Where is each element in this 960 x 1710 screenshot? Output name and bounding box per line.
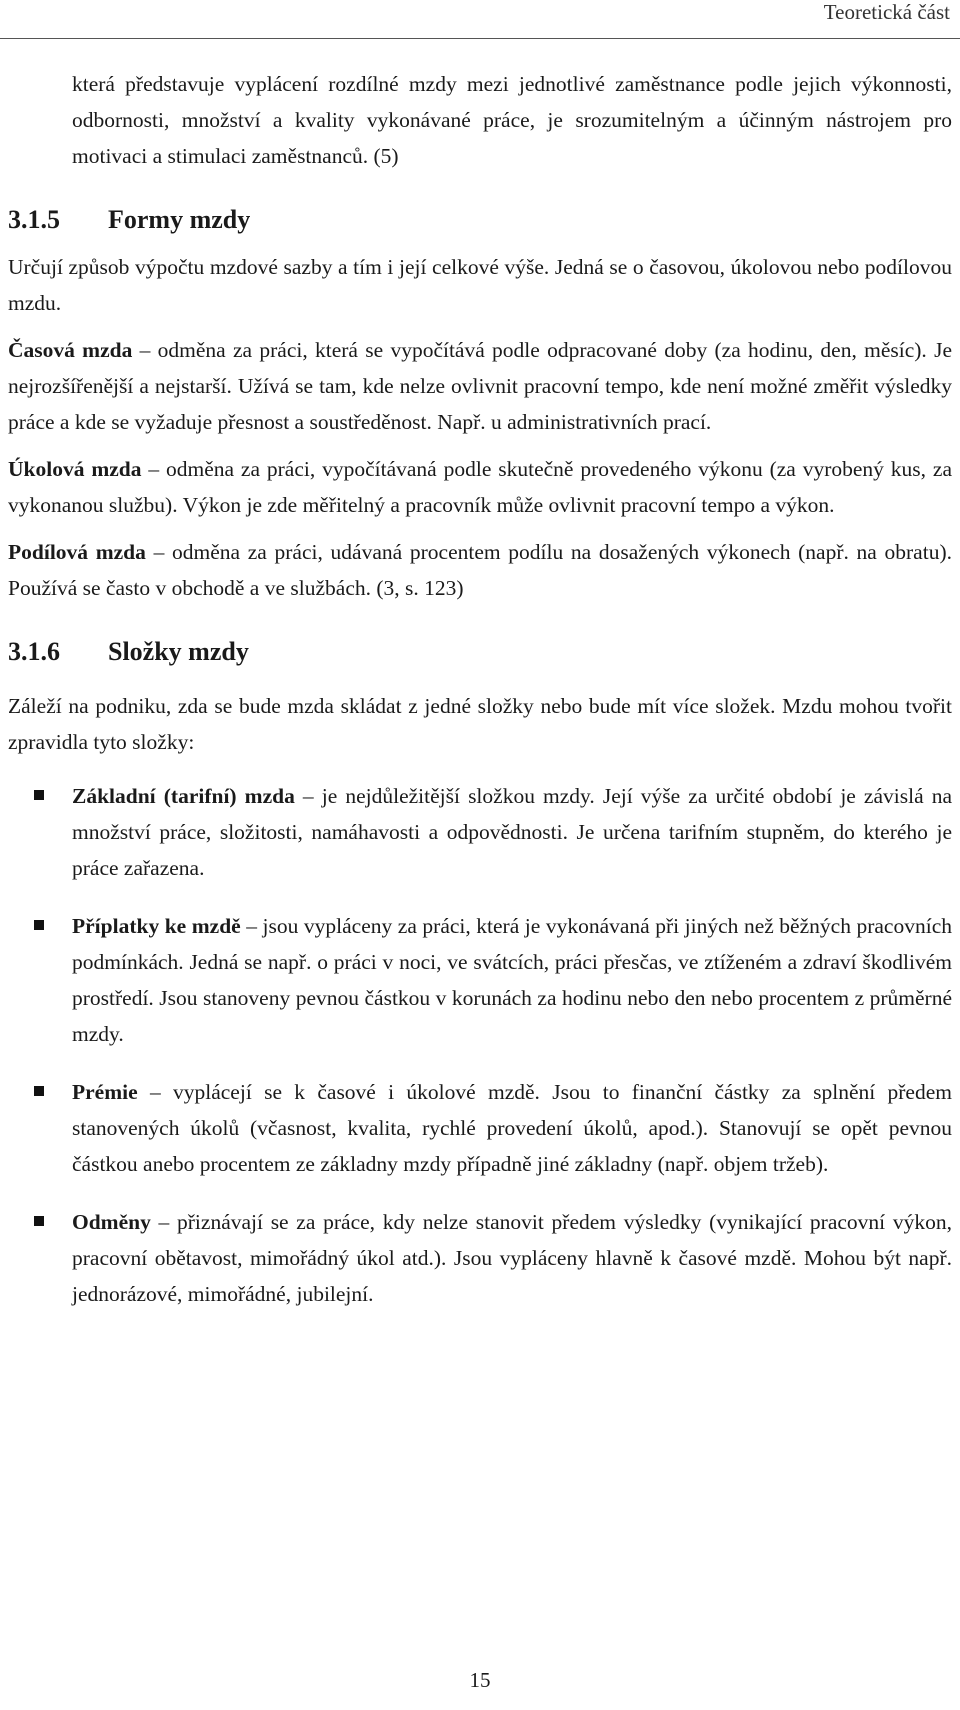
square-bullet-icon bbox=[34, 1216, 44, 1226]
component-text: – přiznávají se za práce, kdy nelze stanovit předem výsledky (vynikající pracovní výkon, pracovní obětavost, mimořádný úkol atd.). Jsou vypláceny hlavně k časové mzdě. Mohou být např. jednorázové, mimořádné, jubilejní. bbox=[72, 1210, 952, 1306]
section-title: Formy mzdy bbox=[108, 205, 251, 234]
component-text: – vyplácejí se k časové i úkolové mzdě. Jsou to finanční částky za splnění předem stanovených úkolů (včasnost, kvalita, rychlé provedení úkolů, apod.). Stanovují se opět pevnou částkou anebo procentem ze základny mzdy případně jiné základny (např. objem tržeb). bbox=[72, 1080, 952, 1176]
component-term: Příplatky ke mzdě bbox=[72, 914, 241, 938]
wage-form-paragraph bbox=[8, 332, 952, 440]
wage-form-text: – odměna za práci, vypočítávaná podle skutečně provedeného výkonu (za vyrobený kus, za vykonanou službu). Výkon je zde měřitelný a pracovník může ovlivnit pracovní tempo a výkon. bbox=[8, 457, 952, 517]
list-item bbox=[8, 1074, 952, 1182]
intro-paragraph: která představuje vyplácení rozdílné mzdy mezi jednotlivé zaměstnance podle jejich výkonnosti, odbornosti, množství a kvality vykonávané práce, je srozumitelným a účinným nástrojem pro motivaci a stimulaci zaměstnanců. (5) bbox=[72, 72, 952, 168]
section-number: 3.1.6 bbox=[8, 637, 60, 666]
wage-form-paragraph bbox=[8, 534, 952, 606]
list-item bbox=[8, 1204, 952, 1312]
section-intro: Určují způsob výpočtu mzdové sazby a tím i její celkové výše. Jedná se o časovou, úkolovou nebo podílovou mzdu. bbox=[8, 255, 952, 315]
page-number: 15 bbox=[469, 1668, 491, 1692]
section-heading-3-1-5 bbox=[8, 202, 952, 238]
section-title: Složky mzdy bbox=[108, 637, 249, 666]
wage-form-term: Úkolová mzda bbox=[8, 457, 142, 481]
component-text: – jsou vypláceny za práci, která je vykonávaná při jiných než běžných pracovních podmínkách. Jedná se např. o práci v noci, ve svátcích, práci přesčas, ve ztíženém a zdraví škodlivém prostředí. Jsou stanoveny pevnou částkou v korunách za hodinu nebo den nebo procentem z průměrné mzdy. bbox=[72, 914, 952, 1046]
running-header bbox=[0, 0, 960, 39]
square-bullet-icon bbox=[34, 1086, 44, 1096]
section-heading-3-1-6 bbox=[8, 634, 952, 670]
wage-form-term: Časová mzda bbox=[8, 338, 133, 362]
section-intro: Záleží na podniku, zda se bude mzda skládat z jedné složky nebo bude mít více složek. Mzdu mohou tvořit zpravidla tyto složky: bbox=[8, 694, 952, 754]
wage-form-term: Podílová mzda bbox=[8, 540, 146, 564]
wage-form-paragraph bbox=[8, 451, 952, 523]
list-item bbox=[8, 908, 952, 1052]
running-title: Teoretická část bbox=[823, 0, 950, 24]
section-number: 3.1.5 bbox=[8, 205, 60, 234]
wage-form-text: – odměna za práci, udávaná procentem podílu na dosažených výkonech (např. na obratu). Používá se často v obchodě a ve službách. (3, s. 123) bbox=[8, 540, 952, 600]
component-term: Odměny bbox=[72, 1210, 151, 1234]
wage-components-list bbox=[8, 778, 952, 1312]
wage-form-text: – odměna za práci, která se vypočítává podle odpracované doby (za hodinu, den, měsíc). Je nejrozšířenější a nejstarší. Užívá se tam, kde nelze ovlivnit pracovní tempo, kde není možné změřit výsledky práce a kde se vyžaduje přesnost a soustředěnost. Např. u administrativních prací. bbox=[8, 338, 952, 434]
component-term: Prémie bbox=[72, 1080, 138, 1104]
component-term: Základní (tarifní) mzda bbox=[72, 784, 295, 808]
square-bullet-icon bbox=[34, 790, 44, 800]
component-text: – je nejdůležitější složkou mzdy. Její výše za určité období je závislá na množství práce, složitosti, namáhavosti a odpovědnosti. Je určena tarifním stupněm, do kterého je práce zařazena. bbox=[72, 784, 952, 880]
list-item bbox=[8, 778, 952, 886]
square-bullet-icon bbox=[34, 920, 44, 930]
page-content bbox=[8, 66, 952, 1312]
